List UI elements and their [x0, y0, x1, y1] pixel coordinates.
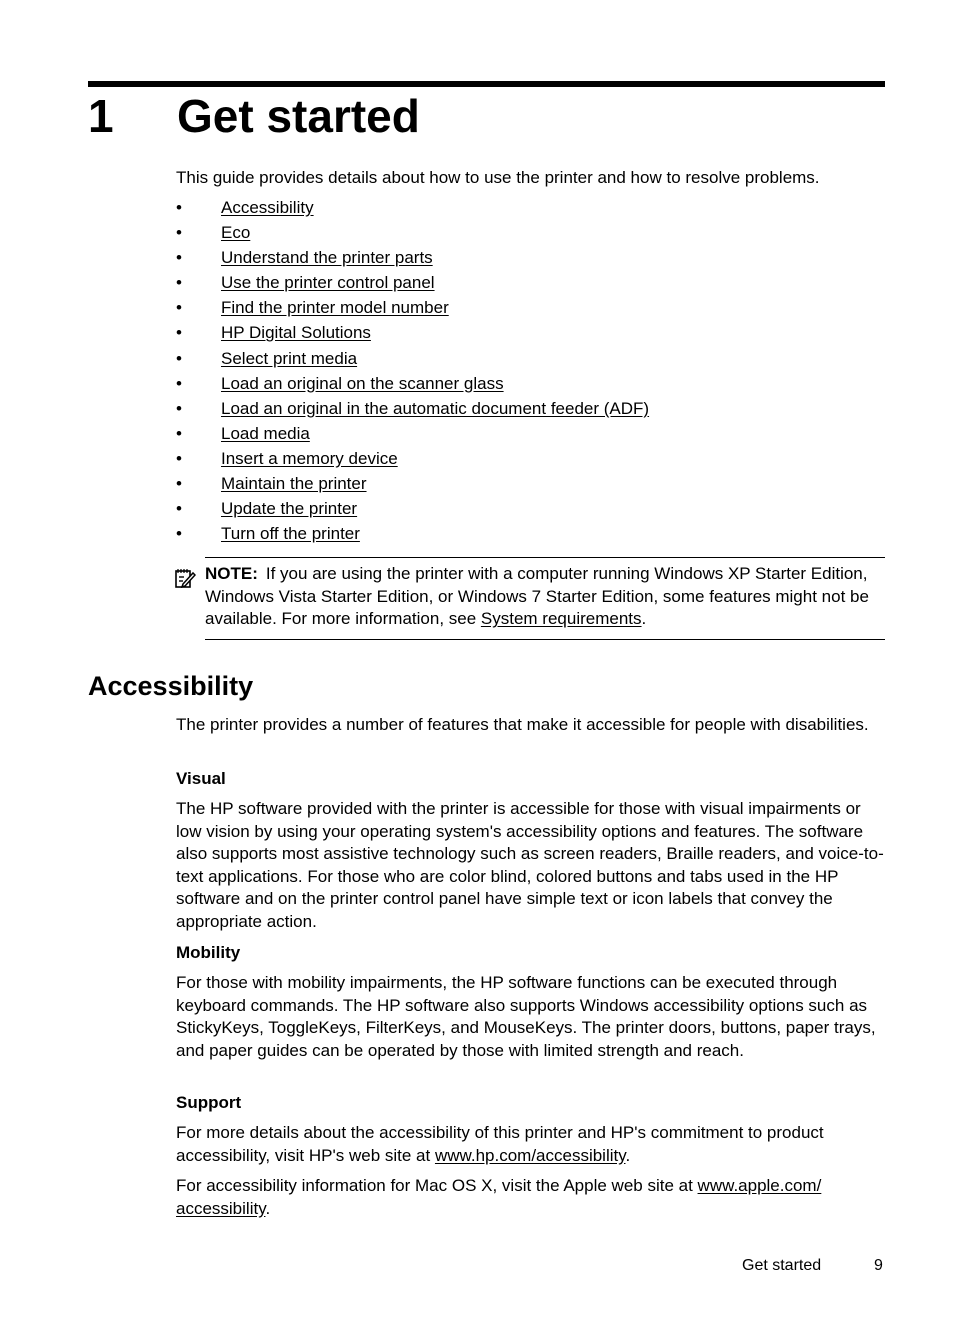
bullet: • [176, 448, 182, 468]
period: . [625, 1145, 631, 1165]
bullet: • [176, 474, 182, 494]
subheading-visual: Visual [176, 769, 226, 788]
toc-link-printer-parts[interactable]: Understand the printer parts [221, 248, 433, 268]
support-text: For more details about the accessibility of this printer and HP's commitment to product accessibility, visit HP's web site at [176, 1123, 824, 1165]
section-heading-accessibility: Accessibility [88, 671, 254, 701]
bullet: • [176, 499, 182, 519]
toc-link-adf[interactable]: Load an original in the automatic document feeder (ADF) [221, 398, 650, 418]
note-body: If you are using the printer with a computer running Windows XP Starter Edition, Windows Vista Starter Edition, or Windows 7 Starter Edition, some features might not be available. For more information, see [205, 564, 869, 628]
chapter-rule [88, 81, 885, 87]
subheading-support: Support [176, 1093, 242, 1112]
bullet: • [176, 198, 182, 217]
mobility-paragraph: For those with mobility impairments, the HP software functions can be executed through keyboard commands. The HP software also supports Windows accessibility options such as StickyKeys, ToggleKeys, FilterKeys, and MouseKeys. The printer doors, buttons, paper trays, and paper guides can be operated by those with limited strength and reach. [176, 973, 876, 1060]
period: . [265, 1198, 271, 1218]
visual-paragraph: The HP software provided with the printer is accessible for those with visual impairments or low vision by using your operating system's accessibility options and features. The software also supports most assistive technology such as screen readers, Braille readers, and voice-to-text applications. For those who are color blind, colored buttons and tabs used in the HP software and on the printer control panel have simple text or icon labels that convey the appropriate action. [176, 799, 884, 931]
toc-link-scanner-glass[interactable]: Load an original on the scanner glass [221, 373, 504, 393]
toc-link-turn-off[interactable]: Turn off the printer [221, 524, 360, 544]
support-paragraph-apple [176, 1175, 886, 1220]
toc-link-memory-device[interactable]: Insert a memory device [221, 448, 398, 468]
bullet: • [176, 524, 182, 544]
note-box [205, 557, 885, 640]
footer-page-number: 9 [874, 1257, 883, 1274]
toc-link-update[interactable]: Update the printer [221, 499, 358, 519]
toc-link-eco[interactable]: Eco [221, 223, 251, 243]
toc-link-load-media[interactable]: Load media [221, 423, 310, 443]
note-pencil-icon [174, 567, 196, 589]
bullet: • [176, 298, 182, 318]
chapter-heading [88, 88, 885, 144]
support-text: For accessibility information for Mac OS X, visit the Apple web site at [176, 1176, 698, 1195]
hp-accessibility-link[interactable]: www.hp.com/accessibility [434, 1145, 626, 1165]
system-requirements-link[interactable]: System requirements [480, 609, 642, 628]
toc-link-accessibility[interactable]: Accessibility [221, 198, 314, 217]
accessibility-intro: The printer provides a number of features that make it accessible for people with disabilities. [176, 715, 869, 734]
bullet: • [176, 373, 182, 393]
chapter-intro: This guide provides details about how to use the printer and how to resolve problems. [176, 168, 820, 187]
bullet: • [176, 273, 182, 293]
bullet: • [176, 423, 182, 443]
subheading-mobility: Mobility [176, 943, 241, 962]
toc-link-digital-solutions[interactable]: HP Digital Solutions [221, 323, 371, 343]
bullet: • [176, 223, 182, 243]
footer-section-label: Get started [742, 1257, 822, 1274]
toc-link-maintain[interactable]: Maintain the printer [221, 474, 367, 494]
chapter-title: Get started [177, 90, 420, 142]
bullet: • [176, 248, 182, 268]
bullet: • [176, 398, 182, 418]
bullet: • [176, 348, 182, 368]
apple-accessibility-link[interactable]: www.apple.com/ accessibility [176, 1176, 822, 1218]
support-paragraph-hp [176, 1122, 886, 1167]
toc-link-model-number[interactable]: Find the printer model number [221, 298, 449, 318]
bullet: • [176, 323, 182, 343]
toc-link-print-media[interactable]: Select print media [221, 348, 358, 368]
note-text [205, 563, 885, 631]
note-period: . [641, 609, 647, 628]
toc-link-control-panel[interactable]: Use the printer control panel [221, 273, 435, 293]
note-label: NOTE: [205, 564, 258, 583]
chapter-number: 1 [88, 90, 114, 142]
